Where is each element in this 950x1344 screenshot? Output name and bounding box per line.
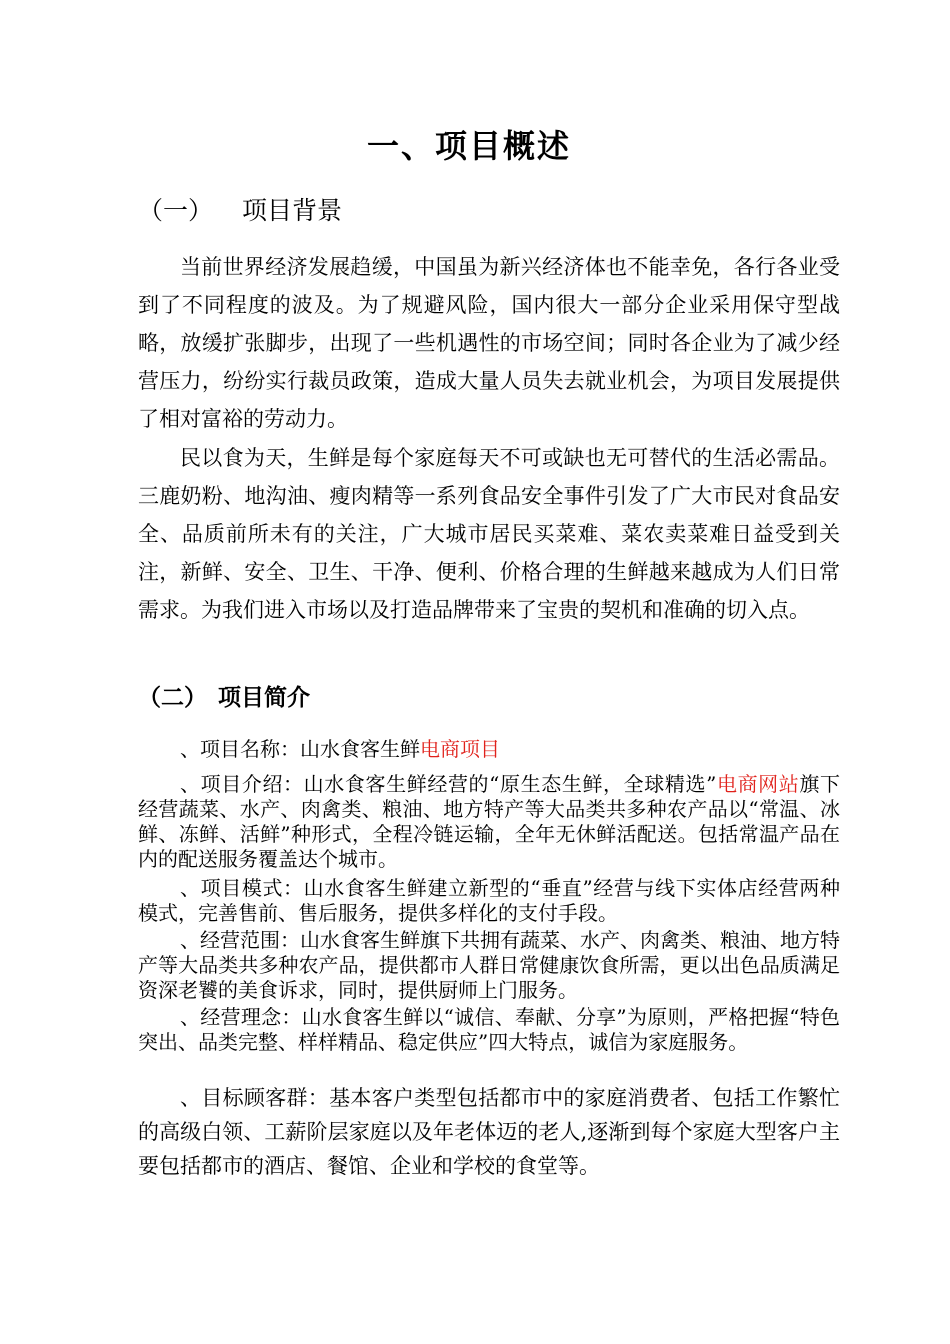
item-text: 、项目模式：山水食客生鲜建立新型的“垂直”经营与线下实体店经营两种模式，完善售前、售后服务，提供多样化的支付手段。 [138, 876, 840, 925]
background-paragraph-1: 当前世界经济发展趋缓，中国虽为新兴经济体也不能幸免，各行各业受到了不同程度的波及。为了规避风险，国内很大一部分企业采用保守型战略，放缓扩张脚步，出现了一些机遇性的市场空间；同时各企业为了减少经营压力，纷纷实行裁员政策，造成大量人员失去就业机会，为项目发展提供了相对富裕的劳动力。 [138, 255, 840, 431]
item-project-intro [138, 772, 840, 872]
item-text: 、项目介绍：山水食客生鲜经营的“原生态生鲜，全球精选” [180, 772, 717, 796]
item-text: 、经营理念：山水食客生鲜以“诚信、奉献、分享”为原则，严格把握“特色突出、品类完整、样样精品、稳定供应”四大特点，诚信为家庭服务。 [138, 1005, 840, 1054]
page-title: 一、项目概述 [366, 127, 571, 165]
section-number: （一） [138, 196, 214, 225]
highlight-link-text: 电商项目 [420, 737, 500, 761]
section-heading-background [138, 193, 342, 229]
item-text: 、经营范围：山水食客生鲜旗下共拥有蔬菜、水产、肉禽类、粮油、地方特产等大品类共多种农产品，提供都市人群日常健康饮食所需，更以出色品质满足资深老饕的美食诉求，同时，提供厨师上门服务。 [138, 928, 840, 1002]
section-heading-intro [138, 680, 310, 716]
item-project-mode [138, 876, 840, 926]
item-business-concept [138, 1005, 840, 1055]
highlight-link-text: 电商网站 [716, 772, 800, 796]
section-title: 项目背景 [242, 196, 343, 225]
item-text: 、目标顾客群：基本客户类型包括都市中的家庭消费者、包括工作繁忙的高级白领、工薪阶层家庭以及年老体迈的老人,逐渐到每个家庭大型客户主要包括都市的酒店、餐馆、企业和学校的食堂等。 [138, 1086, 840, 1178]
item-target-customers [138, 1081, 840, 1183]
section-title: 项目简介 [218, 685, 310, 711]
item-text: 旗下经营蔬菜、水产、肉禽类、粮油、地方特产等大品类共多种农产品以“常温、冰鲜、冻鲜、活鲜”种形式，全程冷链运输，全年无休鲜活配送。包括常温产品在内的配送服务覆盖达个城市。 [138, 772, 841, 871]
item-business-scope [138, 928, 840, 1003]
section-number: （二） [138, 685, 207, 711]
item-text: 、项目名称：山水食客生鲜 [180, 737, 420, 761]
item-project-name [138, 736, 840, 763]
background-paragraph-2: 民以食为天，生鲜是每个家庭每天不可或缺也无可替代的生活必需品。三鹿奶粉、地沟油、瘦肉精等一系列食品安全事件引发了广大市民对食品安全、品质前所未有的关注，广大城市居民买菜难、菜农卖菜难日益受到关注，新鲜、安全、卫生、干净、便利、价格合理的生鲜越来越成为人们日常需求。为我们进入市场以及打造品牌带来了宝贵的契机和准确的切入点。 [138, 446, 840, 622]
